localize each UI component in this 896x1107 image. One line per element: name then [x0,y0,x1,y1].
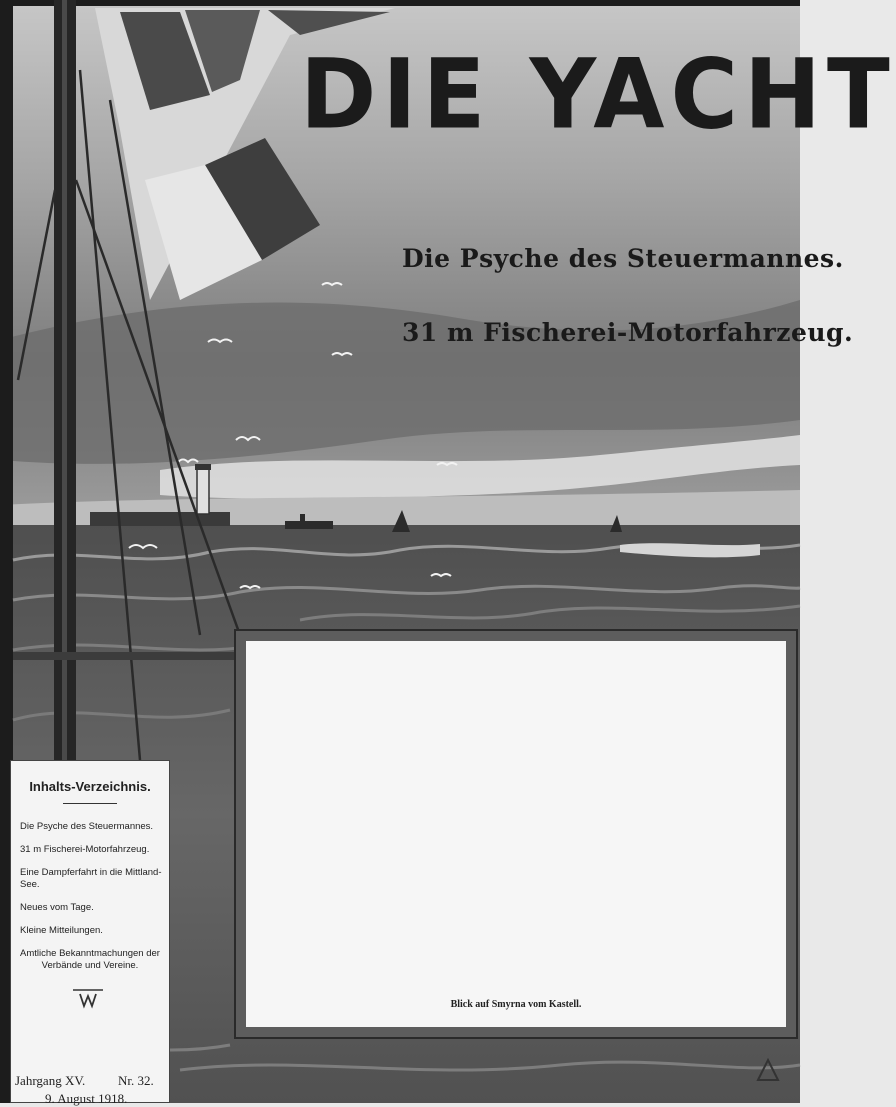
toc-title: Inhalts-Verzeichnis. [29,779,151,794]
issue-number: Nr. 32. [118,1073,154,1088]
toc-list [20,821,168,983]
volume-label: Jahrgang XV. [15,1073,86,1088]
toc-item: 31 m Fischerei-Motorfahrzeug. [20,844,150,855]
toc-item: Neues vom Tage. [20,902,94,913]
toc-item: Kleine Mitteilungen. [20,925,103,936]
cover-headline: 31 m Fischerei-Motorfahrzeug. [402,318,854,347]
cover-headline: Die Psyche des Steuermannes. [402,244,844,273]
photo-caption: Blick auf Smyrna vom Kastell. [450,999,582,1010]
photo-frame [236,631,796,1037]
lighthouse [197,468,209,514]
rail [13,652,238,660]
toc-item: Amtliche Bekanntmachungen der Verbände und Vereine. [20,948,160,971]
steamer [285,521,333,529]
photo-area [272,665,764,1013]
toc-divider [63,803,117,804]
issue-line [15,1073,171,1089]
table-of-contents [10,760,170,1106]
toc-item: Die Psyche des Steuermannes. [20,821,154,832]
publisher-emblem-icon [73,987,103,1009]
issue-date: 9. August 1918. [45,1091,128,1106]
magazine-title: DIE YACHT [300,38,896,151]
toc-item: Eine Dampferfahrt in die Mittland-See. [20,867,162,890]
